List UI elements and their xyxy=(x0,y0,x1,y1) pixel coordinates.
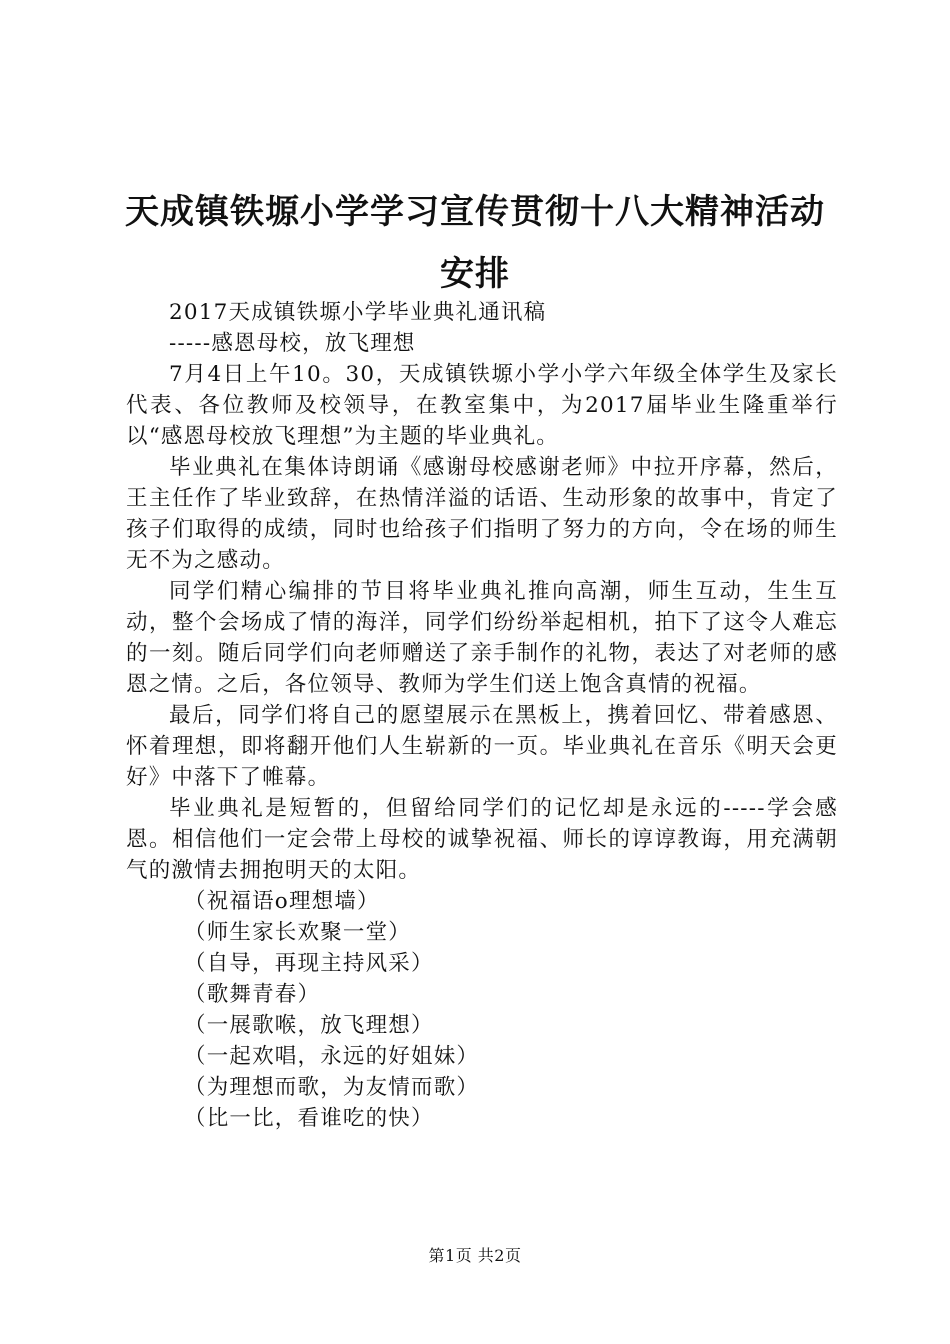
photo-caption: （师生家长欢聚一堂） xyxy=(184,920,412,945)
photo-caption: （歌舞青春） xyxy=(184,982,321,1007)
photo-caption: （一展歌喉，放飞理想） xyxy=(184,1013,434,1038)
document-tagline: -----感恩母校，放飞理想 xyxy=(169,331,416,356)
photo-caption: （一起欢唱，永远的好姐妹） xyxy=(184,1044,480,1069)
paragraph: 最后，同学们将自己的愿望展示在黑板上，携着回忆、带着感恩、怀着理想，即将翻开他们人生崭新的一页。毕业典礼在音乐《明天会更好》中落下了帷幕。 xyxy=(126,703,838,790)
page-footer: 第1页 共2页 xyxy=(428,1246,522,1265)
photo-caption: （为理想而歌，为友情而歌） xyxy=(184,1075,480,1100)
paragraph: 毕业典礼是短暂的，但留给同学们的记忆却是永远的-----学会感恩。相信他们一定会带上母校的诚挚祝福、师长的谆谆教诲，用充满朝气的激情去拥抱明天的太阳。 xyxy=(126,796,838,883)
photo-caption: （自导，再现主持风采） xyxy=(184,951,434,976)
document-title-line-2: 安排 xyxy=(440,254,510,294)
document-subtitle: 2017天成镇铁塬小学毕业典礼通讯稿 xyxy=(169,300,547,325)
document-title-line-1: 天成镇铁塬小学学习宣传贯彻十八大精神活动 xyxy=(125,192,825,232)
photo-caption: （比一比，看谁吃的快） xyxy=(184,1106,434,1131)
paragraph: 同学们精心编排的节目将毕业典礼推向高潮，师生互动，生生互动，整个会场成了情的海洋，同学们纷纷举起相机，拍下了这令人难忘的一刻。随后同学们向老师赠送了亲手制作的礼物，表达了对老师的感恩之情。之后，各位领导、教师为学生们送上饱含真情的祝福。 xyxy=(126,579,838,697)
paragraph: 7月4日上午10。30，天成镇铁塬小学小学六年级全体学生及家长代表、各位教师及校领导，在教室集中，为2017届毕业生隆重举行以“感恩母校放飞理想”为主题的毕业典礼。 xyxy=(126,362,838,449)
paragraph: 毕业典礼在集体诗朗诵《感谢母校感谢老师》中拉开序幕，然后，王主任作了毕业致辞，在热情洋溢的话语、生动形象的故事中，肯定了孩子们取得的成绩，同时也给孩子们指明了努力的方向，令在场的师生无不为之感动。 xyxy=(126,455,838,573)
document-body xyxy=(126,297,838,1134)
photo-caption: （祝福语o理想墙） xyxy=(184,889,380,914)
